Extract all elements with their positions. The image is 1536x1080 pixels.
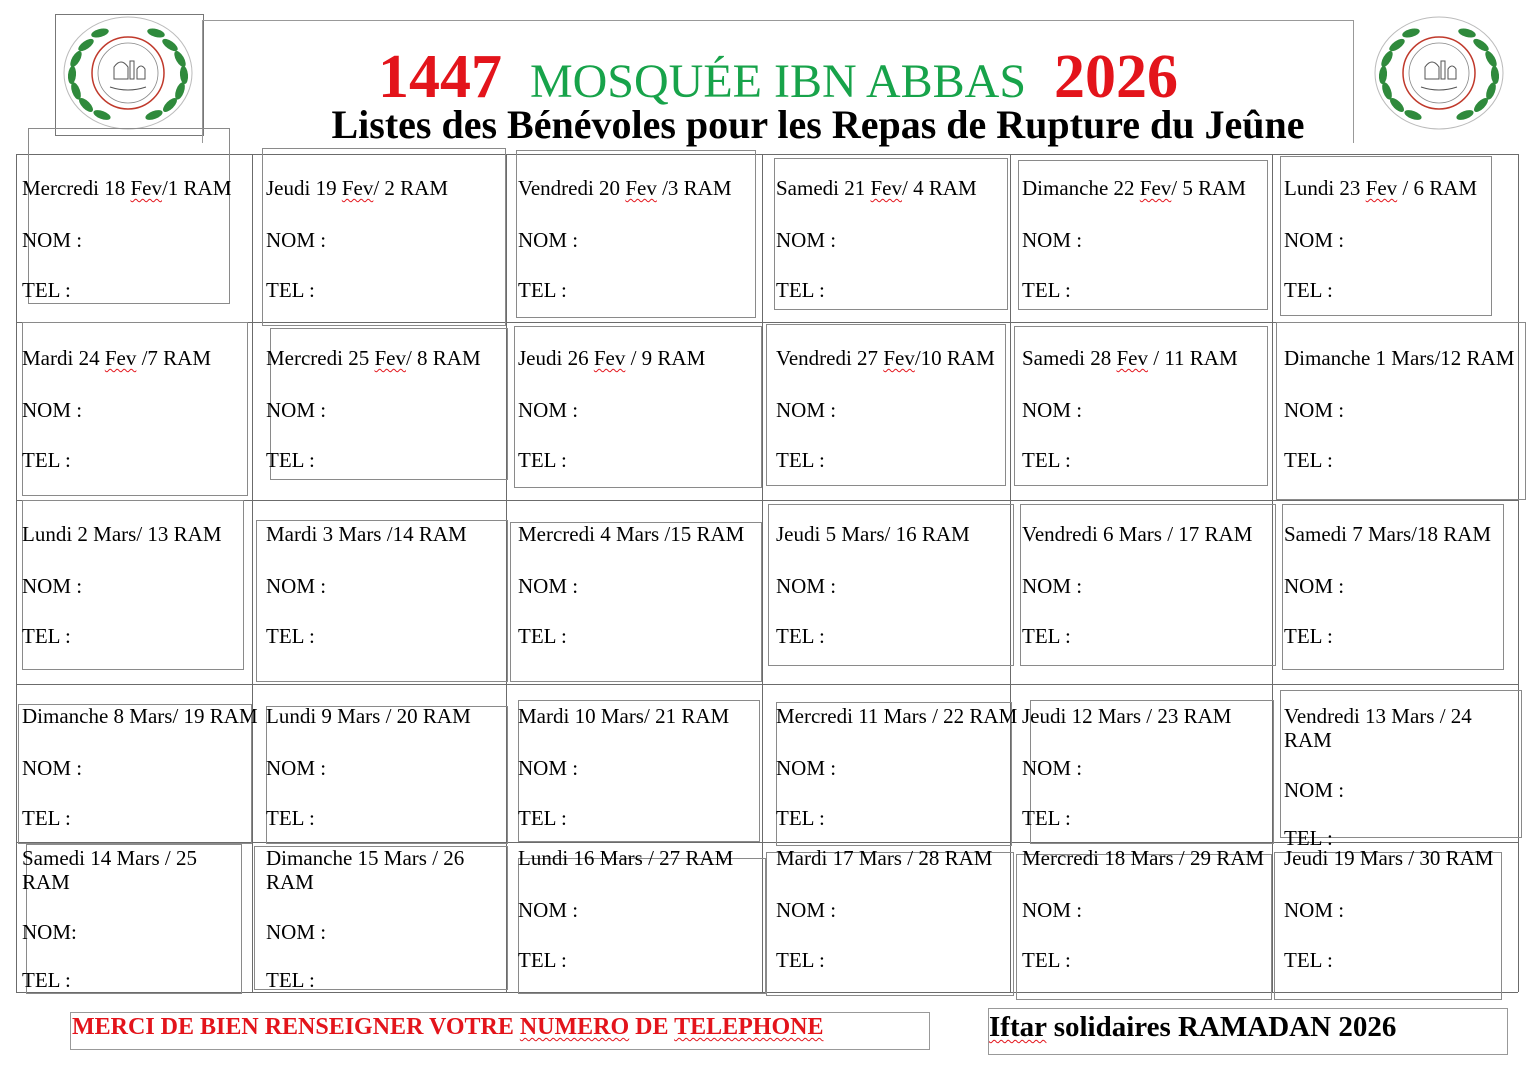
name-field-label: NOM : <box>22 398 83 422</box>
day-date-label: Jeudi 26 Fev / 9 RAM <box>518 346 706 370</box>
day-cell <box>1022 704 1258 844</box>
phone-field-label: TEL : <box>22 448 71 472</box>
day-cell <box>518 522 754 662</box>
phone-field-label: TEL : <box>1284 948 1333 972</box>
day-cell <box>22 176 258 316</box>
name-field-label: NOM : <box>776 898 837 922</box>
name-field-label: NOM : <box>1022 228 1083 252</box>
phone-field-label: TEL : <box>518 806 567 830</box>
name-field-label: NOM : <box>1284 398 1345 422</box>
name-field-label: NOM : <box>776 398 837 422</box>
mosque-logo-right <box>1366 12 1512 134</box>
day-cell <box>1284 522 1520 662</box>
name-field-label: NOM : <box>518 756 579 780</box>
gregorian-year: 2026 <box>1054 43 1179 111</box>
phone-field-label: TEL : <box>1284 826 1333 850</box>
day-cell <box>266 846 502 992</box>
day-cell <box>22 522 258 662</box>
day-cell <box>1284 846 1520 986</box>
phone-field-label: TEL : <box>1284 624 1333 648</box>
phone-field-label: TEL : <box>266 806 315 830</box>
day-cell <box>518 346 754 486</box>
name-field-label: NOM : <box>266 398 327 422</box>
day-cell <box>1022 346 1258 486</box>
day-cell <box>776 704 1018 844</box>
logo-frame-left <box>55 14 204 136</box>
name-field-label: NOM : <box>776 756 837 780</box>
day-date-label: Lundi 16 Mars / 27 RAM <box>518 846 734 870</box>
day-cell <box>518 846 754 986</box>
header <box>202 20 1354 147</box>
day-cell <box>1022 176 1258 316</box>
name-field-label: NOM : <box>22 574 83 598</box>
name-field-label: NOM : <box>266 574 327 598</box>
day-date-label: Lundi 9 Mars / 20 RAM <box>266 704 471 728</box>
day-date-label-line2: RAM <box>266 870 314 894</box>
day-cell <box>1284 346 1520 486</box>
phone-field-label: TEL : <box>1022 948 1071 972</box>
day-date-label-line2: RAM <box>22 870 70 894</box>
iftar-label: Iftar solidaires RAMADAN 2026 <box>989 1011 1397 1043</box>
day-date-label: Dimanche 1 Mars/12 RAM <box>1284 346 1515 370</box>
phone-notice: MERCI DE BIEN RENSEIGNER VOTRE NUMERO DE TELEPHONE <box>72 1014 824 1040</box>
day-date-label: Jeudi 19 Fev/ 2 RAM <box>266 176 449 200</box>
name-field-label: NOM : <box>266 228 327 252</box>
day-cell <box>1284 176 1520 316</box>
name-field-label: NOM : <box>22 228 83 252</box>
day-date-label-line2: RAM <box>1284 728 1332 752</box>
day-date-label: Mardi 3 Mars /14 RAM <box>266 522 467 546</box>
day-date-label: Mercredi 25 Fev/ 8 RAM <box>266 346 481 370</box>
day-cell <box>22 846 258 992</box>
phone-field-label: TEL : <box>1022 806 1071 830</box>
day-cell <box>1022 846 1265 986</box>
phone-field-label: TEL : <box>22 806 71 830</box>
phone-field-label: TEL : <box>1022 624 1071 648</box>
phone-field-label: TEL : <box>518 948 567 972</box>
name-field-label: NOM : <box>518 228 579 252</box>
phone-field-label: TEL : <box>22 968 71 992</box>
day-cell <box>518 176 754 316</box>
phone-field-label: TEL : <box>518 624 567 648</box>
day-date-label: Samedi 28 Fev / 11 RAM <box>1022 346 1238 370</box>
day-date-label: Dimanche 15 Mars / 26 <box>266 846 465 870</box>
day-date-label: Lundi 2 Mars/ 13 RAM <box>22 522 222 546</box>
hijri-year: 1447 <box>377 43 502 111</box>
day-cell <box>776 522 1012 662</box>
day-date-label: Vendredi 27 Fev/10 RAM <box>776 346 995 370</box>
name-field-label: NOM : <box>1284 898 1345 922</box>
day-date-label: Vendredi 6 Mars / 17 RAM <box>1022 522 1253 546</box>
name-field-label: NOM : <box>1022 898 1083 922</box>
name-field-label: NOM : <box>518 898 579 922</box>
phone-field-label: TEL : <box>22 278 71 302</box>
day-date-label: Samedi 7 Mars/18 RAM <box>1284 522 1492 546</box>
grid-vline <box>16 154 17 992</box>
phone-field-label: TEL : <box>776 624 825 648</box>
mosque-name: MOSQUÉE IBN ABBAS <box>529 55 1027 108</box>
phone-field-label: TEL : <box>776 448 825 472</box>
name-field-label: NOM : <box>22 756 83 780</box>
phone-field-label: TEL : <box>1022 278 1071 302</box>
day-date-label: Dimanche 8 Mars/ 19 RAM <box>22 704 258 728</box>
phone-field-label: TEL : <box>776 278 825 302</box>
phone-field-label: TEL : <box>266 624 315 648</box>
name-field-label: NOM : <box>518 574 579 598</box>
day-cell <box>776 176 1012 316</box>
day-cell <box>22 704 258 844</box>
day-date-label: Mercredi 4 Mars /15 RAM <box>518 522 745 546</box>
day-date-label: Lundi 23 Fev / 6 RAM <box>1284 176 1478 200</box>
name-field-label: NOM : <box>518 398 579 422</box>
name-field-label: NOM : <box>266 920 327 944</box>
day-date-label: Vendredi 20 Fev /3 RAM <box>518 176 732 200</box>
day-cell <box>776 346 1012 486</box>
day-date-label: Mardi 24 Fev /7 RAM <box>22 346 212 370</box>
name-field-label: NOM: <box>22 920 77 944</box>
phone-field-label: TEL : <box>518 278 567 302</box>
day-cell <box>266 522 502 662</box>
day-date-label: Samedi 21 Fev/ 4 RAM <box>776 176 977 200</box>
day-cell <box>776 846 1012 986</box>
day-date-label: Mercredi 11 Mars / 22 RAM <box>776 704 1018 728</box>
phone-field-label: TEL : <box>776 948 825 972</box>
name-field-label: NOM : <box>776 574 837 598</box>
day-cell <box>1284 704 1520 850</box>
page-subtitle: Listes des Bénévoles pour les Repas de Rupture du Jeûne <box>331 102 1305 147</box>
phone-field-label: TEL : <box>776 806 825 830</box>
grid-hline <box>16 154 1518 155</box>
day-cell <box>266 176 502 316</box>
day-date-label: Jeudi 12 Mars / 23 RAM <box>1022 704 1232 728</box>
name-field-label: NOM : <box>1022 398 1083 422</box>
day-cell <box>518 704 754 844</box>
phone-field-label: TEL : <box>266 968 315 992</box>
day-cell <box>266 346 502 486</box>
day-date-label: Samedi 14 Mars / 25 <box>22 846 197 870</box>
name-field-label: NOM : <box>1022 574 1083 598</box>
grid-hline <box>16 684 1518 685</box>
day-date-label: Mardi 10 Mars/ 21 RAM <box>518 704 730 728</box>
name-field-label: NOM : <box>776 228 837 252</box>
day-date-label: Mardi 17 Mars / 28 RAM <box>776 846 993 870</box>
day-date-label: Dimanche 22 Fev/ 5 RAM <box>1022 176 1246 200</box>
day-cell <box>1022 522 1258 662</box>
phone-field-label: TEL : <box>1284 278 1333 302</box>
phone-field-label: TEL : <box>1284 448 1333 472</box>
day-cell <box>22 346 258 486</box>
name-field-label: NOM : <box>1284 574 1345 598</box>
phone-field-label: TEL : <box>518 448 567 472</box>
day-date-label: Vendredi 13 Mars / 24 <box>1284 704 1472 728</box>
name-field-label: NOM : <box>266 756 327 780</box>
phone-field-label: TEL : <box>266 448 315 472</box>
phone-field-label: TEL : <box>266 278 315 302</box>
day-date-label: Jeudi 19 Mars / 30 RAM <box>1284 846 1494 870</box>
phone-field-label: TEL : <box>1022 448 1071 472</box>
day-date-label: Mercredi 18 Mars / 29 RAM <box>1022 846 1265 870</box>
phone-field-label: TEL : <box>22 624 71 648</box>
day-date-label: Jeudi 5 Mars/ 16 RAM <box>776 522 970 546</box>
name-field-label: NOM : <box>1284 228 1345 252</box>
name-field-label: NOM : <box>1284 778 1345 802</box>
day-cell <box>266 704 502 844</box>
name-field-label: NOM : <box>1022 756 1083 780</box>
day-date-label: Mercredi 18 Fev/1 RAM <box>22 176 232 200</box>
